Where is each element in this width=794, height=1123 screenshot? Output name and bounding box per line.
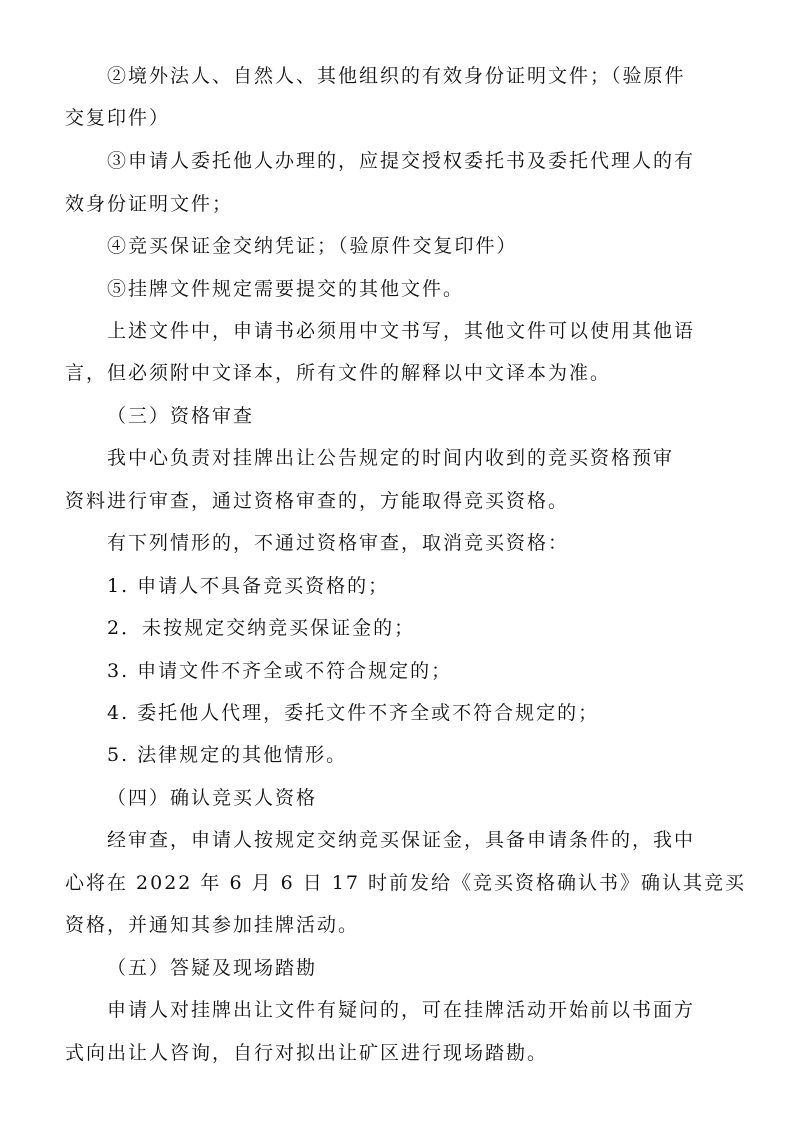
para-line: ⑤挂牌文件规定需要提交的其他文件。 <box>107 278 465 300</box>
list-item: 4. 委托他人代理，委托文件不齐全或不符合规定的； <box>107 702 600 724</box>
list-item: 3. 申请文件不齐全或不符合规定的； <box>107 660 453 682</box>
section-heading: （三）资格审查 <box>107 405 255 427</box>
para-line: 资料进行审查，通过资格审查的，方能取得竞买资格。 <box>65 490 570 512</box>
list-item: 2．未按规定交纳竞买保证金的； <box>107 617 416 639</box>
list-item: 5. 法律规定的其他情形。 <box>107 744 348 766</box>
para-line: 有下列情形的，不通过资格审查，取消竞买资格： <box>107 532 570 554</box>
para-line: 言，但必须附中文译本，所有文件的解释以中文译本为准。 <box>65 362 612 384</box>
para-line: 效身份证明文件； <box>65 193 234 215</box>
section-heading: （五）答疑及现场踏勘 <box>107 957 318 979</box>
para-line: 上述文件中，申请书必须用中文书写，其他文件可以使用其他语 <box>107 320 696 342</box>
list-item: 1. 申请人不具备竞买资格的； <box>107 575 390 597</box>
para-line: 资格，并通知其参加挂牌活动。 <box>65 914 360 936</box>
para-line: 式向出让人咨询，自行对拟出让矿区进行现场踏勘。 <box>65 1042 549 1064</box>
para-line: 交复印件） <box>65 107 171 129</box>
para-line: ②境外法人、自然人、其他组织的有效身份证明文件；（验原件 <box>107 65 686 87</box>
para-line: ③申请人委托他人办理的，应提交授权委托书及委托代理人的有 <box>107 150 696 172</box>
para-line: 心将在 2022 年 6 月 6 日 17 时前发给《竞买资格确认书》确认其竞买 <box>65 872 747 894</box>
section-heading: （四）确认竞买人资格 <box>107 787 318 809</box>
para-line: 我中心负责对挂牌出让公告规定的时间内收到的竞买资格预审 <box>107 447 675 469</box>
para-line: ④竞买保证金交纳凭证；（验原件交复印件） <box>107 235 518 257</box>
para-line: 经审查，申请人按规定交纳竞买保证金，具备申请条件的，我中 <box>107 829 696 851</box>
para-line: 申请人对挂牌出让文件有疑问的，可在挂牌活动开始前以书面方 <box>107 999 696 1021</box>
